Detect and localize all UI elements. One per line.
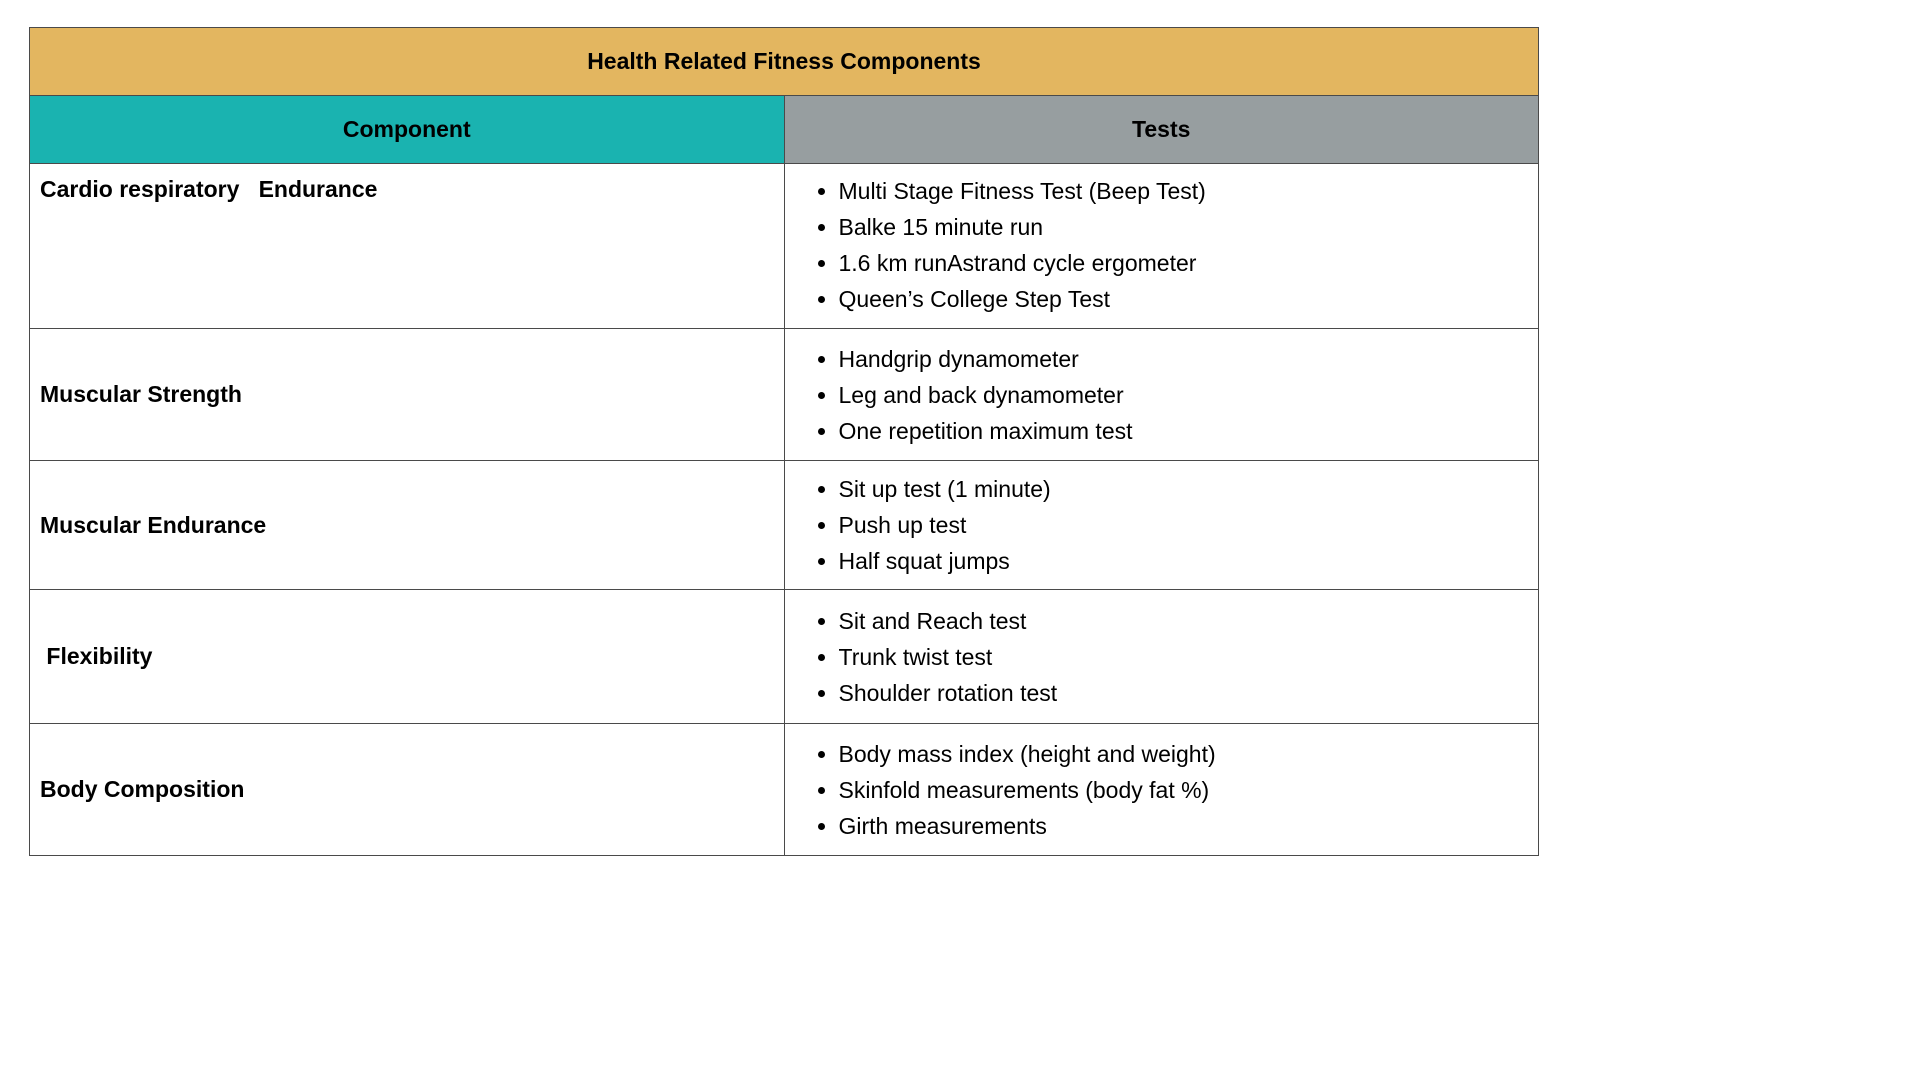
component-cell: Flexibility [30, 590, 785, 724]
table-row [30, 164, 1539, 329]
header-tests: Tests [784, 96, 1539, 164]
component-cell: Body Composition [30, 724, 785, 856]
table-row [30, 461, 1539, 590]
test-item: • Shoulder rotation test [839, 675, 1539, 711]
table-row [30, 724, 1539, 856]
test-item: • Body mass index (height and weight) [839, 736, 1539, 772]
table-title: Health Related Fitness Components [30, 28, 1539, 96]
test-item: • Half squat jumps [839, 543, 1539, 579]
component-cell: Muscular Strength [30, 329, 785, 461]
test-item: • Queen’s College Step Test [839, 281, 1539, 317]
test-item: • Sit up test (1 minute) [839, 471, 1539, 507]
test-item: • Skinfold measurements (body fat %) [839, 772, 1539, 808]
header-component: Component [30, 96, 785, 164]
table-row [30, 329, 1539, 461]
test-item: • Balke 15 minute run [839, 209, 1539, 245]
test-item: • One repetition maximum test [839, 413, 1539, 449]
test-item: • Leg and back dynamometer [839, 377, 1539, 413]
test-item: • 1.6 km runAstrand cycle ergometer [839, 245, 1539, 281]
tests-cell [784, 724, 1539, 856]
test-item: • Push up test [839, 507, 1539, 543]
component-cell: Muscular Endurance [30, 461, 785, 590]
test-item: • Handgrip dynamometer [839, 341, 1539, 377]
test-item: • Sit and Reach test [839, 603, 1539, 639]
test-item: • Multi Stage Fitness Test (Beep Test) [839, 173, 1539, 209]
component-cell: Cardio respiratory Endurance [30, 164, 785, 329]
tests-cell [784, 461, 1539, 590]
tests-cell [784, 164, 1539, 329]
test-item: • Trunk twist test [839, 639, 1539, 675]
fitness-components-table [29, 27, 1539, 856]
test-item: • Girth measurements [839, 808, 1539, 844]
tests-cell [784, 590, 1539, 724]
tests-cell [784, 329, 1539, 461]
table-row [30, 590, 1539, 724]
